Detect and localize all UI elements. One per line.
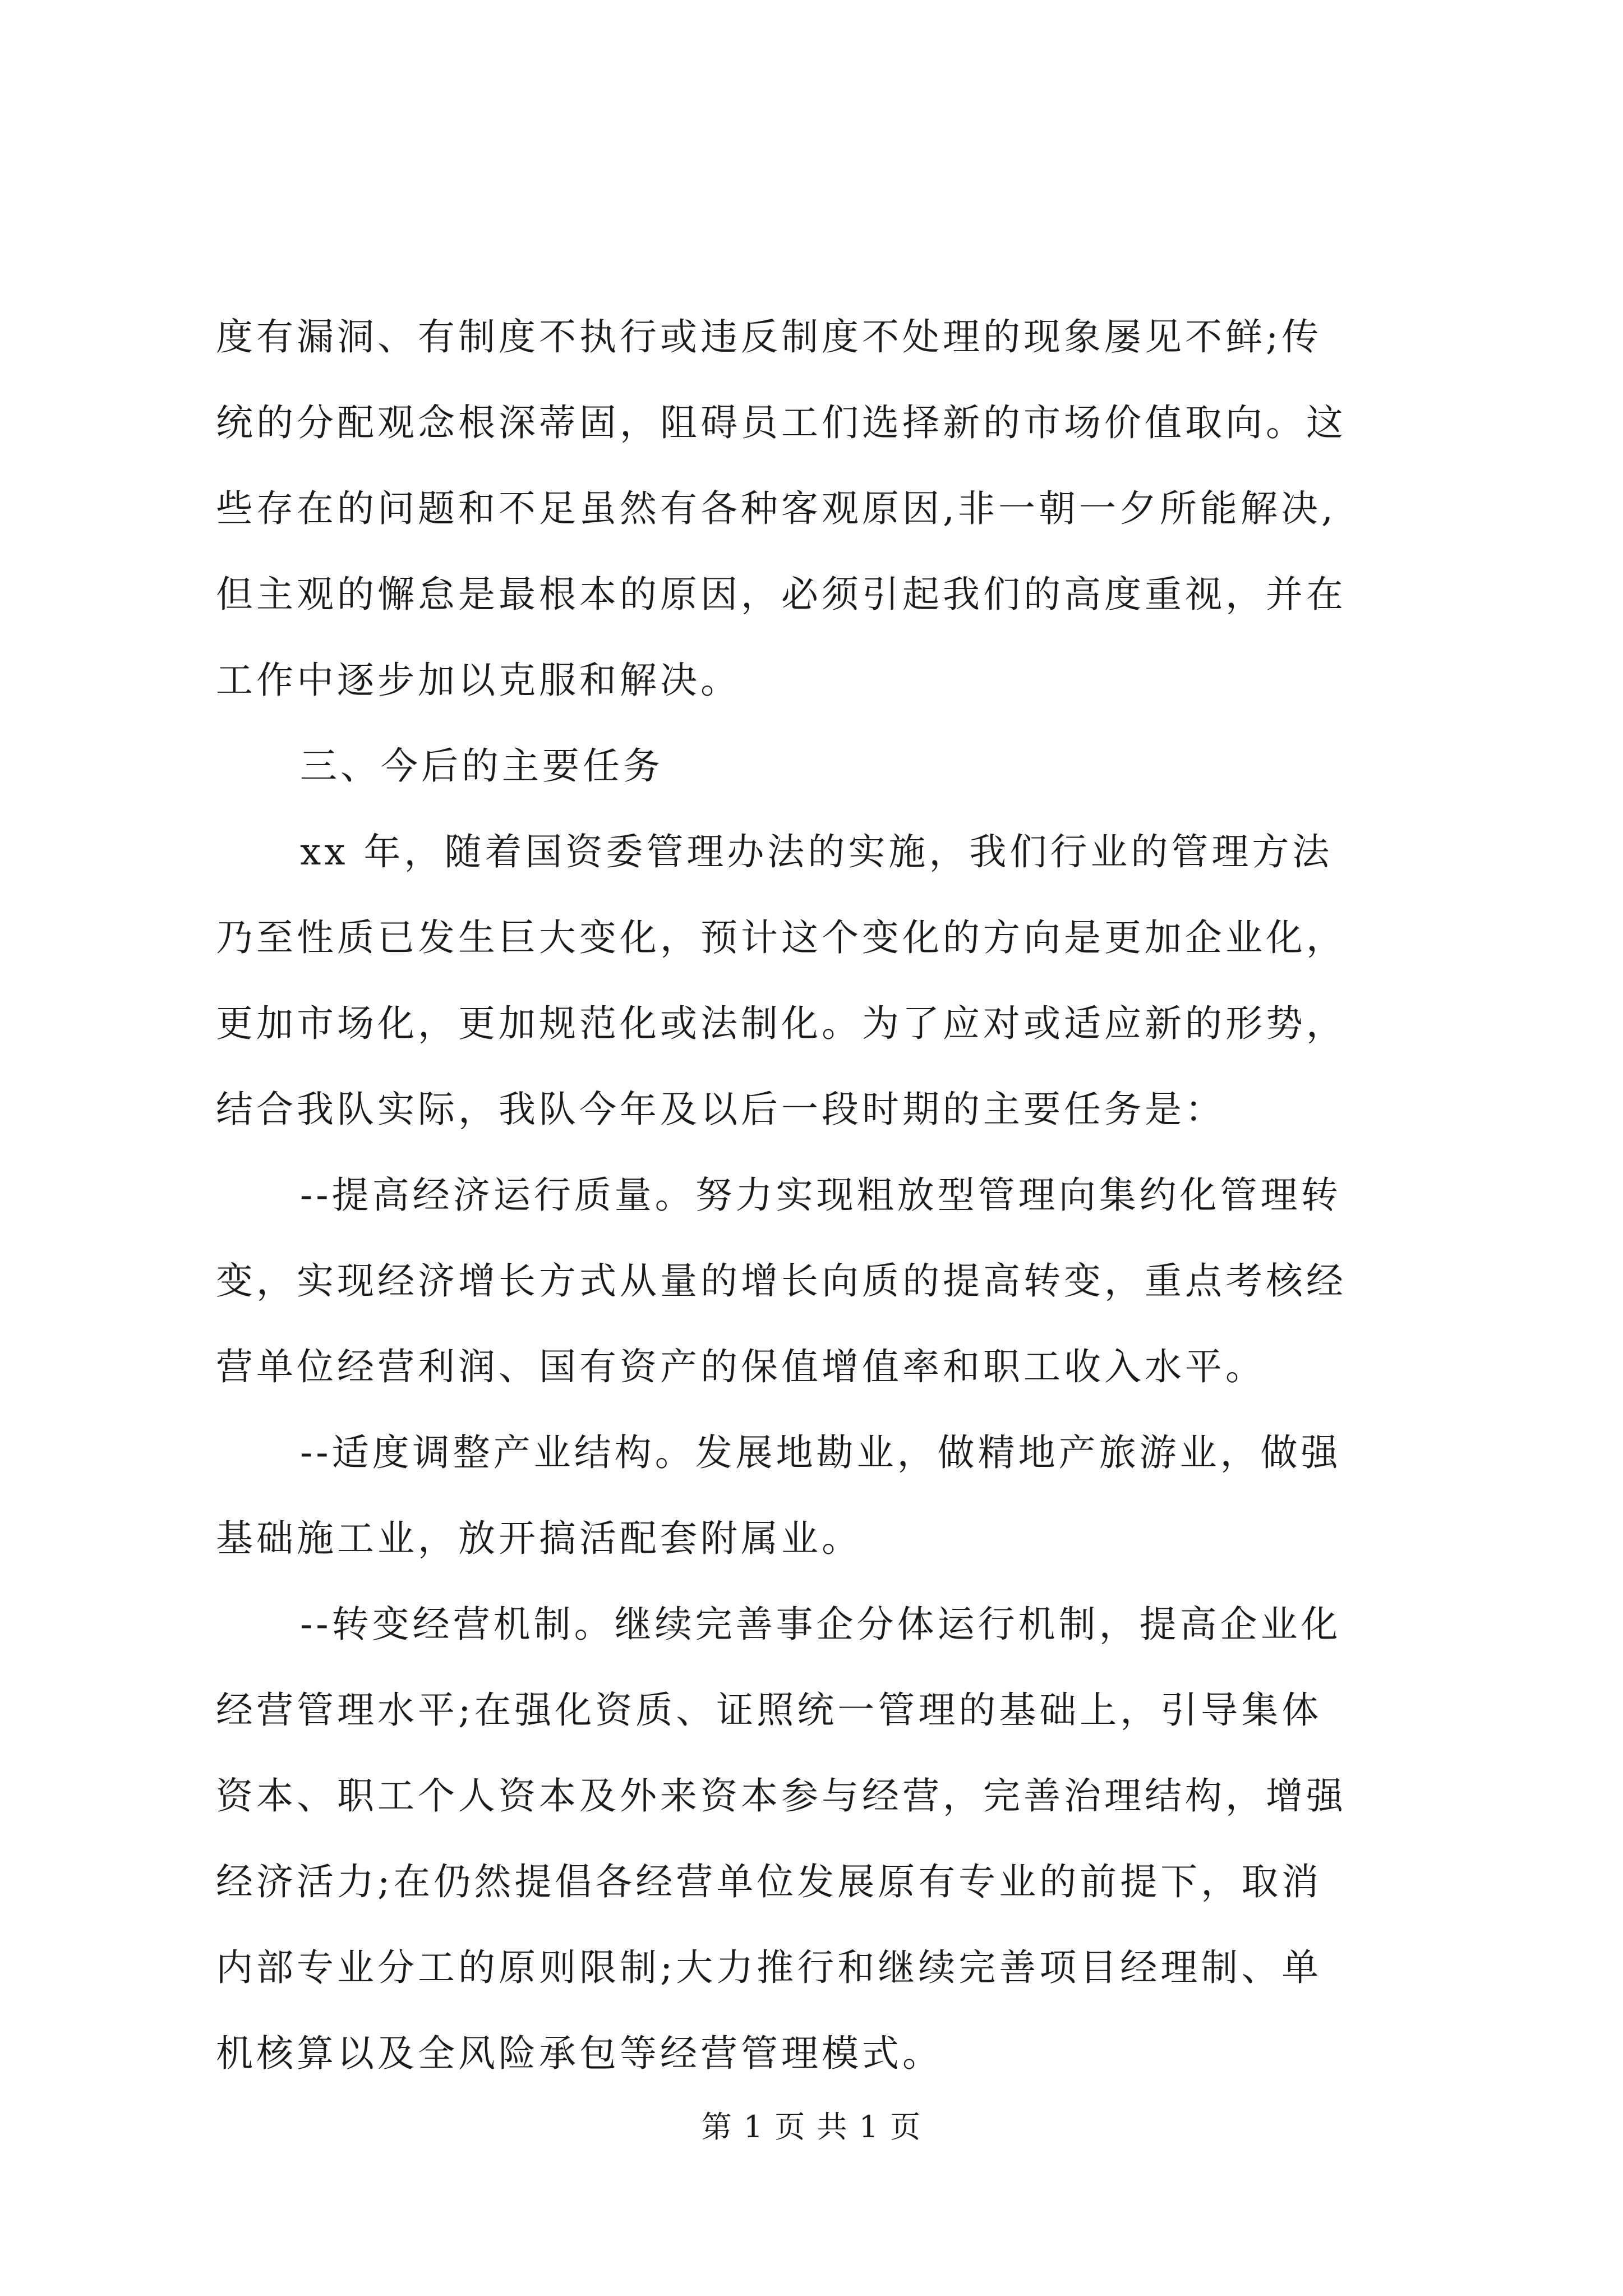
text-line: 工作中逐步加以克服和解决。: [216, 659, 741, 702]
page-footer: 第 1 页 共 1 页: [701, 2109, 922, 2145]
text-line: 基础施工业，放开搞活配套附属业。: [216, 1517, 862, 1560]
text-line: 些存在的问题和不足虽然有各种客观原因,非一朝一夕所能解决,: [216, 487, 1336, 530]
text-line: 更加市场化，更加规范化或法制化。为了应对或适应新的形势，: [216, 1002, 1347, 1045]
text-line: 经营管理水平;在强化资质、证照统一管理的基础上，引导集体: [216, 1688, 1322, 1732]
text-line: 机核算以及全风险承包等经营管理模式。: [216, 2032, 943, 2075]
section-heading: 三、今后的主要任务: [300, 744, 663, 788]
text-line: 统的分配观念根深蒂固，阻碍员工们选择新的市场价值取向。这: [216, 401, 1347, 444]
text-line: --提高经济运行质量。努力实现粗放型管理向集约化管理转: [300, 1174, 1341, 1217]
text-line: xx 年，随着国资委管理办法的实施，我们行业的管理方法: [300, 830, 1333, 873]
text-line: 营单位经营利润、国有资产的保值增值率和职工收入水平。: [216, 1345, 1266, 1388]
text-line: 结合我队实际，我队今年及以后一段时期的主要任务是：: [216, 1088, 1225, 1131]
text-line: 乃至性质已发生巨大变化，预计这个变化的方向是更加企业化，: [216, 916, 1347, 959]
text-line: --转变经营机制。继续完善事企分体运行机制，提高企业化: [300, 1603, 1341, 1646]
text-line: 变，实现经济增长方式从量的增长向质的提高转变，重点考核经: [216, 1259, 1347, 1303]
text-line: --适度调整产业结构。发展地勘业，做精地产旅游业，做强: [300, 1431, 1341, 1474]
text-line: 度有漏洞、有制度不执行或违反制度不处理的现象屡见不鲜;传: [216, 315, 1322, 358]
text-line: 资本、职工个人资本及外来资本参与经营，完善治理结构，增强: [216, 1774, 1347, 1818]
text-line: 内部专业分工的原则限制;大力推行和继续完善项目经理制、单: [216, 1946, 1322, 1989]
text-line: 经济活力;在仍然提倡各经营单位发展原有专业的前提下，取消: [216, 1860, 1322, 1903]
text-line: 但主观的懈怠是最根本的原因，必须引起我们的高度重视，并在: [216, 573, 1347, 616]
